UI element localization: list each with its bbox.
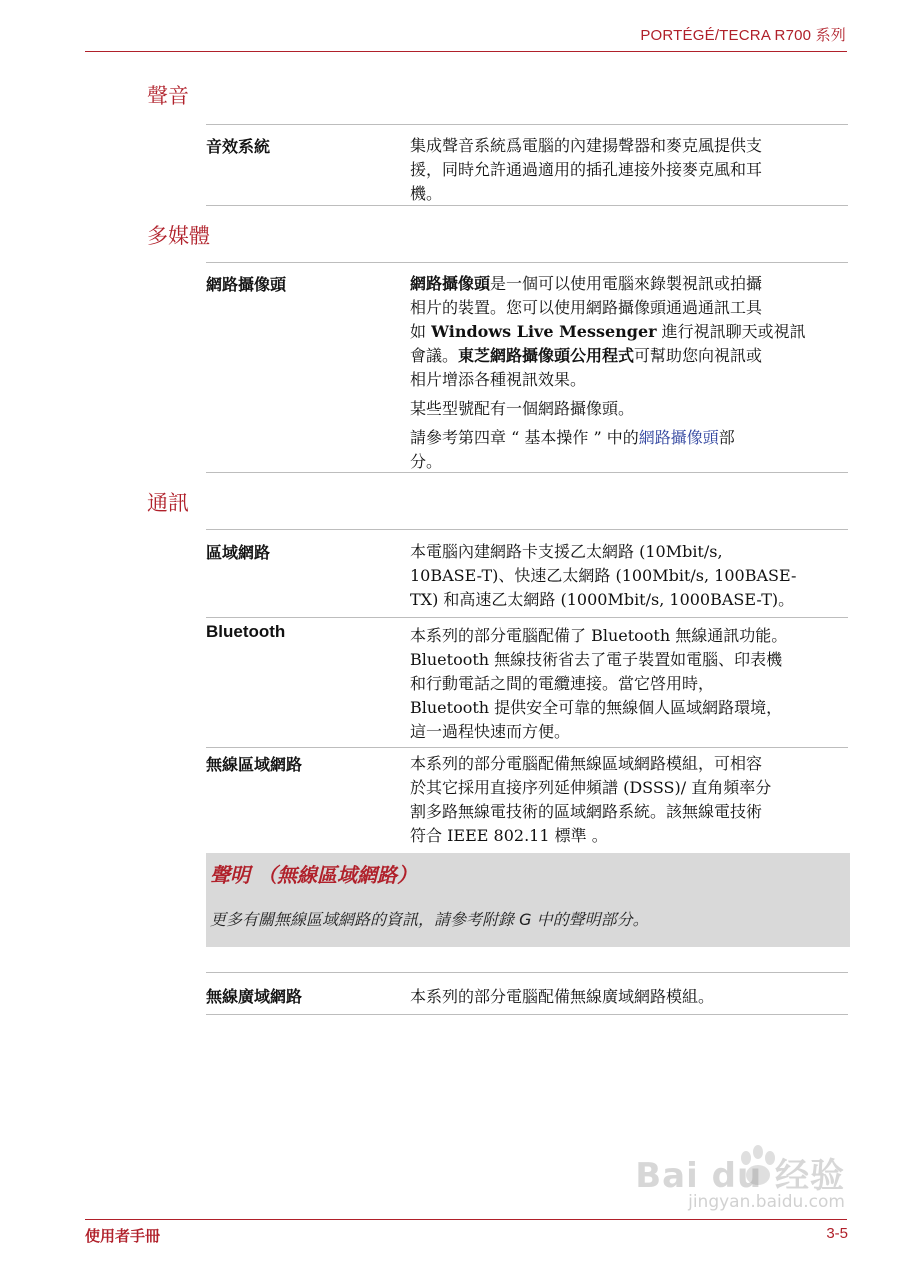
table-rule xyxy=(206,1014,848,1015)
table-rule xyxy=(206,472,848,473)
desc-text: 會議。 xyxy=(410,346,459,365)
section-heading-communication: 通訊 xyxy=(147,491,189,515)
desc-line: 本系列的部分電腦配備了 Bluetooth 無線通訊功能。 xyxy=(410,626,788,645)
table-rule xyxy=(206,205,848,206)
desc-text: 進行視訊聊天或視訊 xyxy=(656,322,806,341)
footer-manual-title: 使用者手冊 xyxy=(85,1228,161,1245)
note-title: 聲明 （無線區域網路） xyxy=(210,863,417,887)
webcam-bold-term: 網路攝像頭 xyxy=(410,274,491,293)
desc-line: 分。 xyxy=(410,452,443,471)
desc-audio-system xyxy=(410,134,840,206)
desc-text: 部 xyxy=(718,428,735,447)
desc-line: Bluetooth 提供安全可靠的無線個人區域網路環境， xyxy=(410,698,783,717)
desc-line: 相片的裝置。您可以使用網路攝像頭通過通訊工具 xyxy=(410,298,763,317)
desc-line: 割多路無線電技術的區域網路系統。該無線電技術 xyxy=(410,802,763,821)
section-heading-sound: 聲音 xyxy=(147,84,189,108)
desc-wwan xyxy=(410,985,840,1009)
watermark-url: jingyan.baidu.com xyxy=(688,1192,845,1212)
desc-line: 集成聲音系統爲電腦的內建揚聲器和麥克風提供支 xyxy=(410,136,763,155)
desc-line: 本系列的部分電腦配備無線廣域網路模組。 xyxy=(410,987,715,1006)
section-heading-multimedia: 多媒體 xyxy=(147,224,210,248)
desc-line: 本系列的部分電腦配備無線區域網路模組，可相容 xyxy=(410,754,763,773)
table-rule xyxy=(206,617,848,618)
desc-text: 請參考第四章 “ 基本操作 ” 中的 xyxy=(410,428,639,447)
term-webcam: 網路攝像頭 xyxy=(206,275,287,294)
desc-line: 本電腦內建網路卡支援乙太網路 (10Mbit/s, xyxy=(410,542,723,561)
table-rule xyxy=(206,972,848,973)
table-rule xyxy=(206,529,848,530)
desc-line: 符合 IEEE 802.11 標準 。 xyxy=(410,826,608,845)
desc-line: TX) 和高速乙太網路 (1000Mbit/s, 1000BASE-T)。 xyxy=(410,590,795,609)
term-lan: 區域網路 xyxy=(206,543,271,562)
desc-lan xyxy=(410,540,840,612)
desc-text: 是一個可以使用電腦來錄製視訊或拍攝 xyxy=(490,274,763,293)
desc-line: 和行動電話之間的電纜連接。當它啓用時， xyxy=(410,674,715,693)
product-name-utility: 東芝網路攝像頭公用程式 xyxy=(458,346,635,365)
desc-text: 如 xyxy=(410,322,432,341)
desc-line: 於其它採用直接序列延伸頻譜 (DSSS)/ 直角頻率分 xyxy=(410,778,772,797)
table-rule xyxy=(206,262,848,263)
term-wlan: 無線區域網路 xyxy=(206,755,303,774)
watermark-brand: Bai du 经验 xyxy=(635,1156,845,1196)
desc-line: 10BASE-T)、快速乙太網路 (100Mbit/s, 100BASE- xyxy=(410,566,797,585)
desc-line: 援，同時允許通過適用的插孔連接外接麥克風和耳 xyxy=(410,160,763,179)
table-rule xyxy=(206,747,848,748)
term-wwan: 無線廣域網路 xyxy=(206,987,303,1006)
term-audio-system: 音效系統 xyxy=(206,137,271,156)
desc-line: 相片增添各種視訊效果。 xyxy=(410,370,587,389)
running-header-title: PORTÉGÉ/TECRA R700 系列 xyxy=(640,27,846,44)
desc-paragraph: 某些型號配有一個網路攝像頭。 xyxy=(410,399,635,418)
table-rule xyxy=(206,124,848,125)
page-number: 3-5 xyxy=(826,1225,848,1242)
desc-line: 這一過程快速而方便。 xyxy=(410,722,571,741)
note-box-wlan-disclaimer xyxy=(206,853,850,947)
footer-rule xyxy=(85,1219,847,1220)
product-name-messenger: Windows Live Messenger xyxy=(431,322,657,341)
desc-line: 機。 xyxy=(410,184,443,203)
header-rule xyxy=(85,51,847,52)
desc-bluetooth xyxy=(410,624,840,744)
note-body: 更多有關無線區域網路的資訊，請參考附錄 G 中的聲明部分。 xyxy=(210,910,649,929)
term-bluetooth: Bluetooth xyxy=(206,622,286,641)
webcam-cross-reference-link[interactable]: 網路攝像頭 xyxy=(638,428,719,447)
desc-line: Bluetooth 無線技術省去了電子裝置如電腦、印表機 xyxy=(410,650,783,669)
desc-text: 可幫助您向視訊或 xyxy=(634,346,763,365)
desc-wlan xyxy=(410,752,840,848)
desc-webcam xyxy=(410,272,840,474)
